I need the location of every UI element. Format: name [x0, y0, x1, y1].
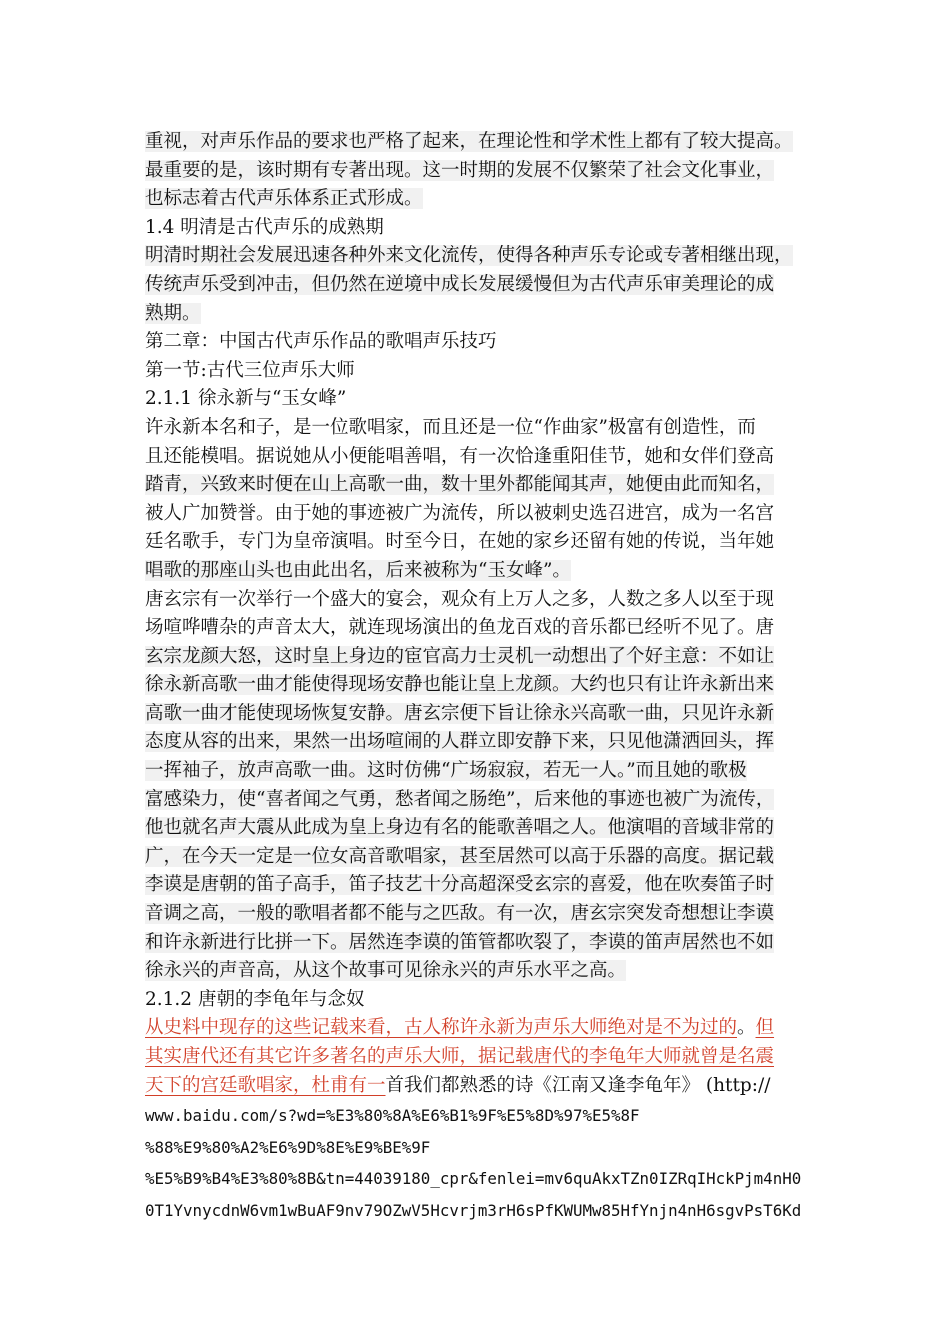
text-segment: 场喧哗嘈杂的声音太大，就连现场演出的鱼龙百戏的音乐都已经听不见了。唐: [145, 617, 775, 639]
text-segment: 2.1.1 徐永新与“玉女峰”: [145, 388, 347, 410]
text-line: [145, 528, 813, 557]
text-line: [145, 385, 813, 414]
text-line: [145, 986, 813, 1015]
url-text: www.baidu.com/s?wd=%E3%80%8A%E6%B1%9F%E5%8D%97%E5%8F: [145, 1106, 640, 1126]
text-line-content: [145, 303, 201, 324]
text-line-content: [145, 589, 774, 610]
text-line: [145, 414, 813, 443]
text-line: [145, 586, 813, 615]
text-line-content: [145, 903, 774, 924]
text-line-content: [145, 646, 774, 667]
text-segment: 第二章：中国古代声乐作品的歌唱声乐技巧: [145, 331, 497, 353]
text-line: [145, 157, 813, 186]
text-line: [145, 271, 813, 300]
text-line: [145, 871, 813, 900]
text-line: [145, 1072, 813, 1101]
text-segment: 音调之高，一般的歌唱者都不能与之匹敌。有一次，唐玄宗突发奇想想让李谟: [145, 903, 775, 925]
text-line: [145, 728, 813, 757]
text-line: [145, 671, 813, 700]
text-segment: 李谟是唐朝的笛子高手，笛子技艺十分高超深受玄宗的喜爱，他在吹奏笛子时: [145, 874, 775, 896]
text-segment: 广，在今天一定是一位女高音歌唱家，甚至居然可以高于乐器的高度。据记载: [145, 845, 775, 867]
text-segment: 态度从容的出来，果然一出场喧闹的人群立即安静下来，只见他潇洒回头，挥: [145, 731, 775, 753]
text-line: [145, 357, 813, 386]
text-line-content: [145, 331, 497, 352]
text-segment: 唐玄宗有一次举行一个盛大的宴会，观众有上万人之多，人数之多人以至于现: [145, 588, 775, 610]
text-segment: 他也就名声大震从此成为皇上身边有名的能歌善唱之人。他演唱的音域非常的: [145, 817, 775, 839]
text-segment: 也标志着古代声乐体系正式形成。: [145, 188, 423, 210]
text-line: [145, 957, 813, 986]
text-line-content: [145, 360, 355, 381]
text-segment: 一挥袖子，放声高歌一曲。这时仿佛“广场寂寂，若无一人。”而且她的歌极: [145, 760, 747, 782]
text-line: [145, 1163, 813, 1195]
text-line-content: [145, 1169, 801, 1188]
url-text: %E5%B9%B4%E3%80%8B&tn=44039180_cpr&fenlei=mv6quAkxTZn0IZRqIHckPjm4nH0: [145, 1169, 802, 1189]
text-line: [145, 1043, 813, 1072]
text-segment: 首我们都熟悉的诗《江南又逢李龟年》 (http://: [385, 1074, 771, 1096]
text-segment: 廷名歌手，专门为皇帝演唱。时至今日，在她的家乡还留有她的传说，当年她: [145, 531, 775, 553]
hyperlink-text[interactable]: 但: [755, 1017, 775, 1039]
text-line: [145, 786, 813, 815]
text-line-content: [145, 417, 756, 438]
text-line-content: [145, 1075, 770, 1096]
text-line-content: [145, 1017, 774, 1038]
text-segment: 最重要的是，该时期有专著出现。这一时期的发展不仅繁荣了社会文化事业，: [145, 159, 775, 181]
text-line: [145, 614, 813, 643]
text-line: [145, 185, 813, 214]
text-segment: 许永新本名和子，是一位歌唱家，而且还是一位“作曲家”极富有创造性，而: [145, 416, 756, 438]
text-line: [145, 557, 813, 586]
text-line-content: [145, 1201, 801, 1220]
text-line-content: [145, 617, 774, 638]
text-segment: 传统声乐受到冲击，但仍然在逆境中成长发展缓慢但为古代声乐审美理论的成: [145, 273, 775, 295]
url-text: 0T1YvnycdnW6vm1wBuAF9nv79OZwV5Hcvrjm3rH6sPfKWUMw85HfYnjn4nH6sgvPsT6Kd: [145, 1200, 802, 1220]
text-segment: 唱歌的那座山头也由此出名，后来被称为“玉女峰”。: [145, 559, 571, 581]
text-line: [145, 443, 813, 472]
text-segment: 徐永兴的声音高，从这个故事可见徐永兴的声乐水平之高。: [145, 960, 627, 982]
text-line-content: [145, 760, 747, 781]
text-line: [145, 300, 813, 329]
text-line-content: [145, 188, 423, 209]
document-body: [145, 128, 813, 1227]
text-line: [145, 757, 813, 786]
text-line: [145, 1195, 813, 1227]
text-segment: 被人广加赞誉。由于她的事迹被广为流传，所以被刺史选召进宫，成为一名宫: [145, 502, 775, 524]
text-segment: 1.4 明清是古代声乐的成熟期: [145, 216, 384, 238]
text-line-content: [145, 817, 774, 838]
text-line-content: [145, 274, 774, 295]
text-line: [145, 1132, 813, 1164]
text-line-content: [145, 789, 774, 810]
text-line-content: [145, 531, 774, 552]
text-line-content: [145, 1138, 430, 1157]
text-line-content: [145, 703, 774, 724]
text-line-content: [145, 989, 364, 1010]
text-segment: 高歌一曲才能使现场恢复安静。唐玄宗便下旨让徐永兴高歌一曲，只见许永新: [145, 702, 775, 724]
text-line-content: [145, 503, 774, 524]
text-line: [145, 1100, 813, 1132]
text-line: [145, 500, 813, 529]
hyperlink-text[interactable]: 其实唐代还有其它许多著名的声乐大师，据记载唐代的李龟年大师就曾是名震: [145, 1046, 775, 1067]
text-line: [145, 814, 813, 843]
text-line: [145, 328, 813, 357]
text-line: [145, 643, 813, 672]
text-line-content: [145, 388, 346, 409]
text-line-content: [145, 1106, 640, 1125]
text-line: [145, 242, 813, 271]
text-line-content: [145, 131, 793, 152]
text-line-content: [145, 474, 774, 495]
text-line-content: [145, 560, 571, 581]
text-segment: 富感染力，使“喜者闻之气勇，愁者闻之肠绝”，后来他的事迹也被广为流传，: [145, 788, 775, 810]
url-text: %88%E9%80%A2%E6%9D%8E%E9%BE%9F: [145, 1137, 431, 1157]
text-segment: 重视，对声乐作品的要求也严格了起来，在理论性和学术性上都有了较大提高。: [145, 131, 793, 152]
text-segment: 玄宗龙颜大怒，这时皇上身边的宦官高力士灵机一动想出了个好主意：不如让: [145, 645, 775, 667]
text-segment: 和许永新进行比拼一下。居然连李谟的笛管都吹裂了，李谟的笛声居然也不如: [145, 931, 775, 953]
text-line-content: [145, 960, 626, 981]
text-line-content: [145, 731, 774, 752]
text-line-content: [145, 1046, 774, 1067]
text-segment: 且还能模唱。据说她从小便能唱善唱，有一次恰逢重阳佳节，她和女伴们登高: [145, 445, 775, 467]
text-line-content: [145, 674, 774, 695]
text-line-content: [145, 160, 774, 181]
text-segment: 徐永新高歌一曲才能使得现场安静也能让皇上龙颜。大约也只有让许永新出来: [145, 674, 775, 696]
text-line: [145, 900, 813, 929]
text-segment: 踏青，兴致来时便在山上高歌一曲，数十里外都能闻其声，她便由此而知名，: [145, 474, 775, 496]
text-line-content: [145, 446, 774, 467]
text-line: [145, 1014, 813, 1043]
text-line: [145, 843, 813, 872]
text-line: [145, 700, 813, 729]
hyperlink-text[interactable]: 从史料中现存的这些记载来看，古人称许永新为声乐大师绝对是不为过的: [145, 1017, 738, 1039]
text-segment: 。: [737, 1017, 756, 1039]
text-segment: 第一节:古代三位声乐大师: [145, 359, 355, 381]
text-line: [145, 929, 813, 958]
text-line-content: [145, 932, 774, 953]
text-line: [145, 128, 813, 157]
hyperlink-text[interactable]: 天下的宫廷歌唱家，杜甫有一: [145, 1074, 386, 1096]
text-segment: 2.1.2 唐朝的李龟年与念奴: [145, 988, 365, 1010]
text-line-content: [145, 874, 774, 895]
text-segment: 熟期。: [145, 302, 201, 324]
text-line: [145, 471, 813, 500]
text-line-content: [145, 846, 774, 867]
text-line-content: [145, 217, 384, 238]
text-line-content: [145, 245, 793, 266]
text-segment: 明清时期社会发展迅速各种外来文化流传，使得各种声乐专论或专著相继出现，: [145, 245, 793, 267]
text-line: [145, 214, 813, 243]
